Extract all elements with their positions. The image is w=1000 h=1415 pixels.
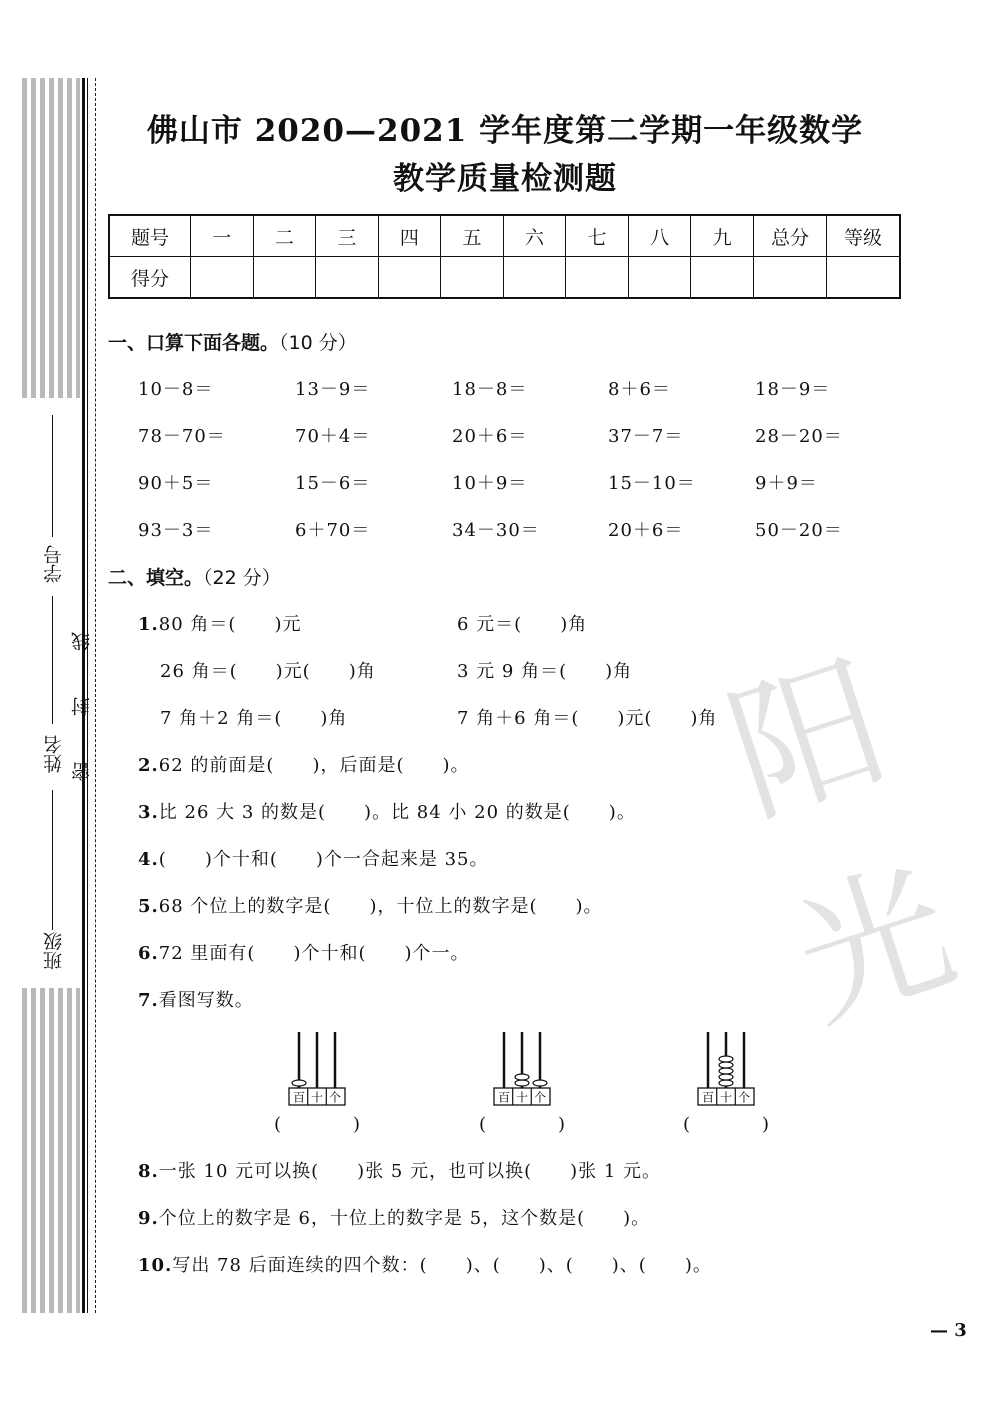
- margin-stripes-bottom: [22, 988, 80, 1313]
- question-number: 3.: [138, 802, 159, 823]
- score-cell[interactable]: [628, 257, 691, 299]
- score-cell[interactable]: [754, 257, 827, 299]
- question-1a: 80 角＝( )元: [158, 614, 302, 635]
- score-table-header-row: [109, 215, 900, 257]
- section2-heading: [108, 563, 281, 590]
- abacus-bead: [719, 1056, 733, 1062]
- score-cell[interactable]: [566, 257, 629, 299]
- mental-math-item: 18－8＝: [452, 379, 528, 400]
- abacus-figure: [274, 1030, 361, 1140]
- mental-math-item: 78－70＝: [138, 426, 226, 447]
- score-cell[interactable]: [191, 257, 254, 299]
- section1-title: 一、口算下面各题。: [108, 332, 280, 354]
- abacus-place-label: 百: [497, 1090, 511, 1105]
- score-header-cell: 二: [253, 215, 316, 257]
- abacus-bead: [533, 1080, 547, 1086]
- abacus-bead: [719, 1062, 733, 1068]
- question-2: [138, 751, 470, 777]
- question-9: [138, 1204, 650, 1230]
- student-no-line: [52, 415, 53, 537]
- mental-math-item: 28－20＝: [755, 426, 843, 447]
- question-1b: 6 元＝( )角: [457, 614, 588, 635]
- mental-math-item: 8＋6＝: [608, 379, 671, 400]
- seal-char-feng: 封: [71, 697, 93, 716]
- abacus-bead: [515, 1074, 529, 1080]
- abacus-drawing: [487, 1030, 557, 1108]
- seal-char-xian: 线: [71, 632, 93, 651]
- score-header-cell: 一: [191, 215, 254, 257]
- score-table-score-row: [109, 257, 900, 299]
- abacus-place-label: 十: [515, 1090, 529, 1105]
- score-header-cell: 题号: [109, 215, 191, 257]
- score-header-cell: 七: [566, 215, 629, 257]
- question-number: 7.: [138, 990, 159, 1011]
- question-number: 8.: [138, 1161, 159, 1182]
- mental-math-item: 10－8＝: [138, 379, 214, 400]
- abacus-place-label: 百: [292, 1090, 306, 1105]
- question-text: 写出 78 后面连续的四个数：( )、( )、( )、( )。: [172, 1255, 712, 1276]
- section2-points: （22 分）: [203, 567, 281, 589]
- mental-math-item: 34－30＝: [452, 520, 540, 541]
- abacus-bead: [719, 1080, 733, 1086]
- question-text: 看图写数。: [158, 990, 254, 1011]
- abacus-figure: [683, 1030, 770, 1140]
- score-header-cell: 六: [503, 215, 566, 257]
- section1-heading: [108, 328, 357, 355]
- score-cell[interactable]: [253, 257, 316, 299]
- abacus-bead: [515, 1080, 529, 1086]
- cut-line: [95, 78, 96, 1313]
- question-1: [138, 610, 301, 636]
- question-6: [138, 939, 470, 965]
- question-3: [138, 798, 636, 824]
- abacus-drawing: [691, 1030, 761, 1108]
- score-header-cell: 八: [628, 215, 691, 257]
- mental-math-item: 50－20＝: [755, 520, 843, 541]
- mental-math-item: 93－3＝: [138, 520, 214, 541]
- score-cell[interactable]: [503, 257, 566, 299]
- question-number: 1.: [138, 614, 159, 635]
- mental-math-item: 90＋5＝: [138, 473, 214, 494]
- page-title-line2: 教学质量检测题: [393, 161, 617, 197]
- score-header-cell: 总分: [754, 215, 827, 257]
- score-cell[interactable]: [691, 257, 754, 299]
- question-number: 4.: [138, 849, 159, 870]
- score-cell[interactable]: [441, 257, 504, 299]
- score-header-cell: 九: [691, 215, 754, 257]
- abacus-figure: [479, 1030, 566, 1140]
- question-number: 9.: [138, 1208, 159, 1229]
- seal-char-mi: 密: [71, 762, 93, 781]
- page-number: — 3: [930, 1320, 967, 1341]
- score-header-cell: 四: [378, 215, 441, 257]
- mental-math-item: 20＋6＝: [608, 520, 684, 541]
- question-1e: 7 角＋2 角＝( )角: [160, 708, 348, 729]
- abacus-place-label: 个: [737, 1090, 751, 1105]
- abacus-answer-blank[interactable]: ( ): [274, 1114, 361, 1135]
- section1-points: （10 分）: [279, 332, 357, 354]
- question-4: [138, 845, 489, 871]
- question-1c: 26 角＝( )元( )角: [160, 661, 376, 682]
- binding-line: [82, 78, 85, 1313]
- abacus-place-label: 个: [533, 1090, 547, 1105]
- abacus-place-label: 百: [701, 1090, 715, 1105]
- score-table: [108, 214, 901, 299]
- student-no-label: 学号: [43, 545, 65, 583]
- score-cell[interactable]: [378, 257, 441, 299]
- question-7: [138, 986, 254, 1012]
- abacus-answer-blank[interactable]: ( ): [683, 1114, 770, 1135]
- section2-title: 二、填空。: [108, 567, 204, 589]
- score-cell[interactable]: [827, 257, 901, 299]
- score-header-cell: 等级: [827, 215, 901, 257]
- abacus-place-label: 个: [328, 1090, 342, 1105]
- mental-math-item: 6＋70＝: [295, 520, 371, 541]
- question-text: 一张 10 元可以换( )张 5 元，也可以换( )张 1 元。: [158, 1161, 662, 1182]
- question-text: 个位上的数字是 6，十位上的数字是 5，这个数是( )。: [158, 1208, 651, 1229]
- mental-math-item: 70＋4＝: [295, 426, 371, 447]
- question-8: [138, 1157, 661, 1183]
- class-line: [52, 870, 53, 930]
- name-line-top: [52, 596, 53, 724]
- question-5: [138, 892, 603, 918]
- mental-math-item: 13－9＝: [295, 379, 371, 400]
- abacus-place-label: 十: [310, 1090, 324, 1105]
- question-text: ( )个十和( )个一合起来是 35。: [158, 849, 489, 870]
- question-text: 68 个位上的数字是( )，十位上的数字是( )。: [158, 896, 603, 917]
- question-10: [138, 1251, 712, 1277]
- question-text: 62 的前面是( )，后面是( )。: [158, 755, 470, 776]
- question-text: 72 里面有( )个十和( )个一。: [158, 943, 470, 964]
- question-number: 2.: [138, 755, 159, 776]
- question-1f: 7 角＋6 角＝( )元( )角: [457, 708, 718, 729]
- binding-line-thin: [87, 78, 88, 1313]
- question-number: 10.: [138, 1255, 173, 1276]
- mental-math-item: 15－10＝: [608, 473, 696, 494]
- score-cell[interactable]: [316, 257, 379, 299]
- abacus-place-label: 十: [719, 1090, 733, 1105]
- abacus-answer-blank[interactable]: ( ): [479, 1114, 566, 1135]
- abacus-bead: [719, 1068, 733, 1074]
- question-text: 比 26 大 3 的数是( )。比 84 小 20 的数是( )。: [158, 802, 636, 823]
- mental-math-item: 10＋9＝: [452, 473, 528, 494]
- mental-math-item: 9＋9＝: [755, 473, 818, 494]
- question-number: 6.: [138, 943, 159, 964]
- class-label: 班级: [43, 932, 65, 970]
- question-number: 5.: [138, 896, 159, 917]
- abacus-bead: [719, 1074, 733, 1080]
- abacus-bead: [292, 1080, 306, 1086]
- watermark: 阳光: [709, 636, 968, 1052]
- score-row-label: 得分: [109, 257, 191, 299]
- score-header-cell: 三: [316, 215, 379, 257]
- mental-math-item: 20＋6＝: [452, 426, 528, 447]
- name-label: 姓名: [43, 735, 65, 773]
- score-header-cell: 五: [441, 215, 504, 257]
- abacus-drawing: [282, 1030, 352, 1108]
- mental-math-item: 37－7＝: [608, 426, 684, 447]
- page-title-line1: 佛山市 2020—2021 学年度第二学期一年级数学: [146, 113, 864, 149]
- question-1d: 3 元 9 角＝( )角: [457, 661, 633, 682]
- mental-math-item: 18－9＝: [755, 379, 831, 400]
- mental-math-item: 15－6＝: [295, 473, 371, 494]
